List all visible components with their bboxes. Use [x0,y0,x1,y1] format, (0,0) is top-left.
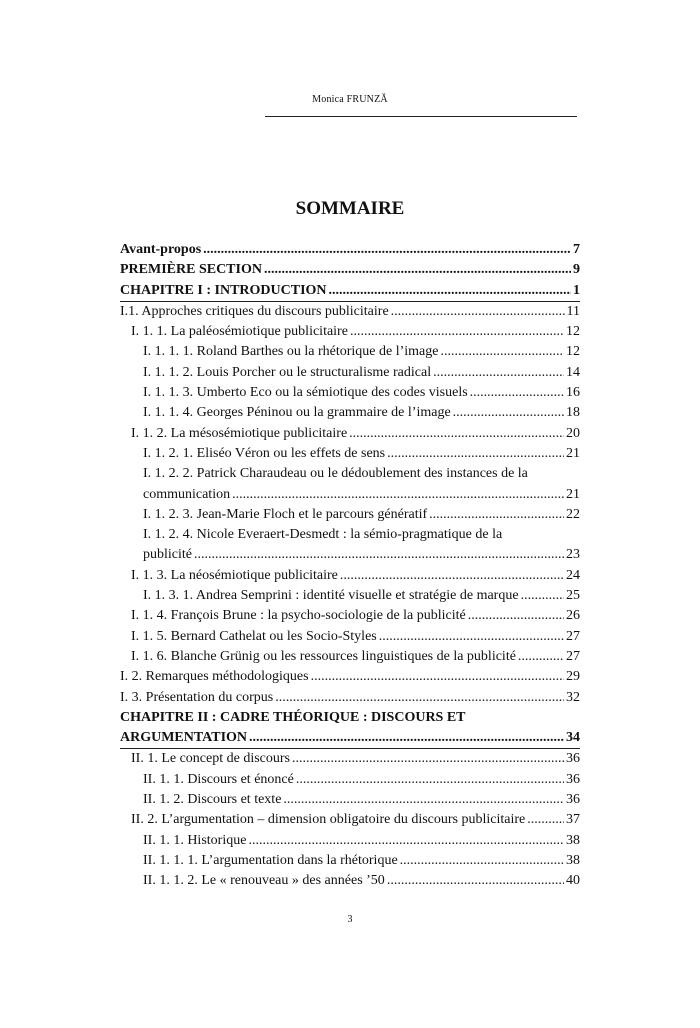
toc-entry-page: 38 [566,852,580,868]
toc-entry-page: 40 [566,873,580,889]
toc-dot-leader [329,281,571,301]
toc-entry-label: I. 1. 1. 1. Roland Barthes ou la rhétorique de l’image [143,344,439,360]
toc-dot-leader [292,749,564,769]
toc-dot-leader [521,586,564,606]
toc-entry[interactable] [120,444,580,464]
toc-entry-label: PREMIÈRE SECTION [120,262,262,278]
toc-dot-leader [453,403,564,423]
toc-dot-leader [379,627,564,647]
toc-entry-page: 37 [566,812,580,828]
toc-entry-label: II. 1. 1. 1. L’argumentation dans la rhétorique [143,852,398,868]
toc-entry-label: I. 1. 6. Blanche Grünig ou les ressources linguistiques de la publicité [131,648,516,664]
toc-entry[interactable] [120,240,580,260]
toc-entry-page: 9 [573,262,580,278]
toc-entry-label: I. 1. 2. 1. Eliséo Véron ou les effets de sens [143,445,386,461]
toc-entry[interactable] [120,505,580,525]
toc-entry[interactable] [120,647,580,667]
toc-entry-label: I. 1. 2. 3. Jean-Marie Floch et le parcours génératif [143,506,428,522]
toc-entry-label: I. 1. 3. 1. Andrea Semprini : identité visuelle et stratégie de marque [143,588,519,604]
toc-dot-leader [311,667,564,687]
toc-entry-page: 21 [566,486,580,502]
toc-dot-leader [433,363,564,383]
toc-dot-leader [275,688,564,708]
toc-dot-leader [232,485,564,505]
toc-entry[interactable] [120,851,580,871]
toc-dot-leader [400,851,564,871]
toc-dot-leader [264,260,571,280]
toc-entry-label: ARGUMENTATION [120,730,248,746]
toc-entry-page: 24 [566,567,580,583]
toc-entry-page: 22 [566,506,580,522]
toc-entry[interactable] [120,363,580,383]
toc-entry-page: 20 [566,425,580,441]
toc-entry-label: I.1. Approches critiques du discours publicitaire [120,303,389,319]
toc-dot-leader [527,810,564,830]
toc-entry-page: 26 [566,608,580,624]
toc-entry[interactable] [120,728,580,749]
toc-entry[interactable] [120,831,580,851]
toc-entry-page: 11 [566,303,580,319]
toc-entry-label: I. 1. 2. La mésosémiotique publicitaire [131,425,348,441]
toc-dot-leader [194,545,564,565]
toc-entry-page: 7 [573,242,580,257]
toc-entry-page: 32 [566,689,580,705]
toc-entry-page: 36 [566,771,580,787]
toc-entry[interactable] [120,586,580,606]
toc-entry-label: I. 1. 1. La paléosémiotique publicitaire [131,324,348,340]
toc-entry-page: 12 [566,344,580,360]
toc-entry-page: 25 [566,588,580,604]
toc-entry-page: 27 [566,628,580,644]
toc-entry-label: publicité [143,547,192,563]
toc-entry[interactable] [120,627,580,647]
toc-entry[interactable] [120,810,580,830]
toc-entry[interactable] [120,749,580,769]
toc-entry-page: 14 [566,364,580,380]
toc-entry[interactable] [120,383,580,403]
toc-dot-leader [387,444,564,464]
toc-entry[interactable] [120,403,580,423]
toc-dot-leader [429,505,564,525]
toc-entry-label: I. 1. 1. 3. Umberto Eco ou la sémiotique des codes visuels [143,385,468,401]
toc-dot-leader [340,566,564,586]
toc-entry-label: I. 2. Remarques méthodologiques [120,669,309,685]
toc-entry[interactable] [120,770,580,790]
running-header-author: Monica FRUNZĂ [312,94,388,105]
toc-entry-label: communication [143,486,231,502]
toc-entry[interactable] [120,281,580,302]
toc-entry-label: I. 1. 5. Bernard Cathelat ou les Socio-Styles [131,628,377,644]
toc-entry-page: 36 [566,751,580,767]
toc-entry[interactable] [120,871,580,891]
toc-entry-page: 16 [566,385,580,401]
toc-entry-continuation: I. 1. 2. 4. Nicole Everaert-Desmedt : la sémio-pragmatique de la [143,527,503,543]
toc-entry-page: 38 [566,832,580,848]
toc-entry-page: 1 [573,282,580,298]
toc-entry[interactable] [120,424,580,444]
toc-entry-continuation: I. 1. 2. 2. Patrick Charaudeau ou le dédoublement des instances de la [143,466,528,482]
toc-dot-leader [440,342,564,362]
toc-entry-label: II. 1. 2. Discours et texte [143,792,282,808]
toc-entry[interactable] [120,790,580,810]
toc-entry-label: Avant-propos [120,242,202,257]
toc-entry-continuation: CHAPITRE II : CADRE THÉORIQUE : DISCOURS ET [120,709,466,725]
toc-entry-label: I. 1. 3. La néosémiotique publicitaire [131,567,338,583]
toc-entry-page: 34 [566,730,580,746]
toc-entry-page: 23 [566,547,580,563]
toc-dot-leader [391,302,565,322]
toc-entry-page: 21 [566,445,580,461]
toc-entry-page: 18 [566,405,580,421]
toc-entry-label: I. 1. 4. François Brune : la psycho-sociologie de la publicité [131,608,466,624]
toc-entry-label: II. 1. Le concept de discours [131,751,290,767]
toc-dot-leader [296,770,564,790]
toc-dot-leader [283,790,564,810]
toc-entry[interactable] [120,322,580,342]
page-title: SOMMAIRE [295,198,405,219]
toc-dot-leader [470,383,564,403]
toc-dot-leader [350,322,564,342]
toc-entry[interactable] [120,545,580,565]
toc-entry-page: 12 [566,324,580,340]
toc-entry-label: I. 1. 1. 2. Louis Porcher ou le structuralisme radical [143,364,432,380]
toc-entry-label: I. 1. 1. 4. Georges Péninou ou la grammaire de l’image [143,405,451,421]
toc-entry-page: 36 [566,792,580,808]
toc-entry[interactable] [120,566,580,586]
page-number: 3 [347,914,353,925]
toc-entry-label: II. 1. 1. 2. Le « renouveau » des années ’50 [143,873,385,889]
toc-entry-label: II. 1. 1. Historique [143,832,247,848]
toc-entry[interactable] [120,302,580,322]
toc-dot-leader [468,606,564,626]
toc-entry[interactable] [120,606,580,626]
toc-entry-label: II. 1. 1. Discours et énoncé [143,771,294,787]
toc-entry[interactable] [120,688,580,708]
toc-dot-leader [203,240,571,260]
toc-entry[interactable] [120,485,580,505]
toc-entry[interactable] [120,260,580,280]
toc-dot-leader [349,424,564,444]
toc-entry[interactable] [120,342,580,362]
header-rule [265,116,577,117]
toc-entry-label: I. 3. Présentation du corpus [120,689,274,705]
table-of-contents [120,240,580,892]
toc-entry-label: CHAPITRE I : INTRODUCTION [120,282,327,298]
toc-entry-page: 29 [566,669,580,685]
toc-entry-label: II. 2. L’argumentation – dimension obligatoire du discours publicitaire [131,812,526,828]
toc-entry[interactable] [120,667,580,687]
toc-dot-leader [249,728,564,748]
toc-dot-leader [518,647,564,667]
toc-dot-leader [248,831,564,851]
toc-entry-page: 27 [566,648,580,664]
toc-dot-leader [387,871,564,891]
